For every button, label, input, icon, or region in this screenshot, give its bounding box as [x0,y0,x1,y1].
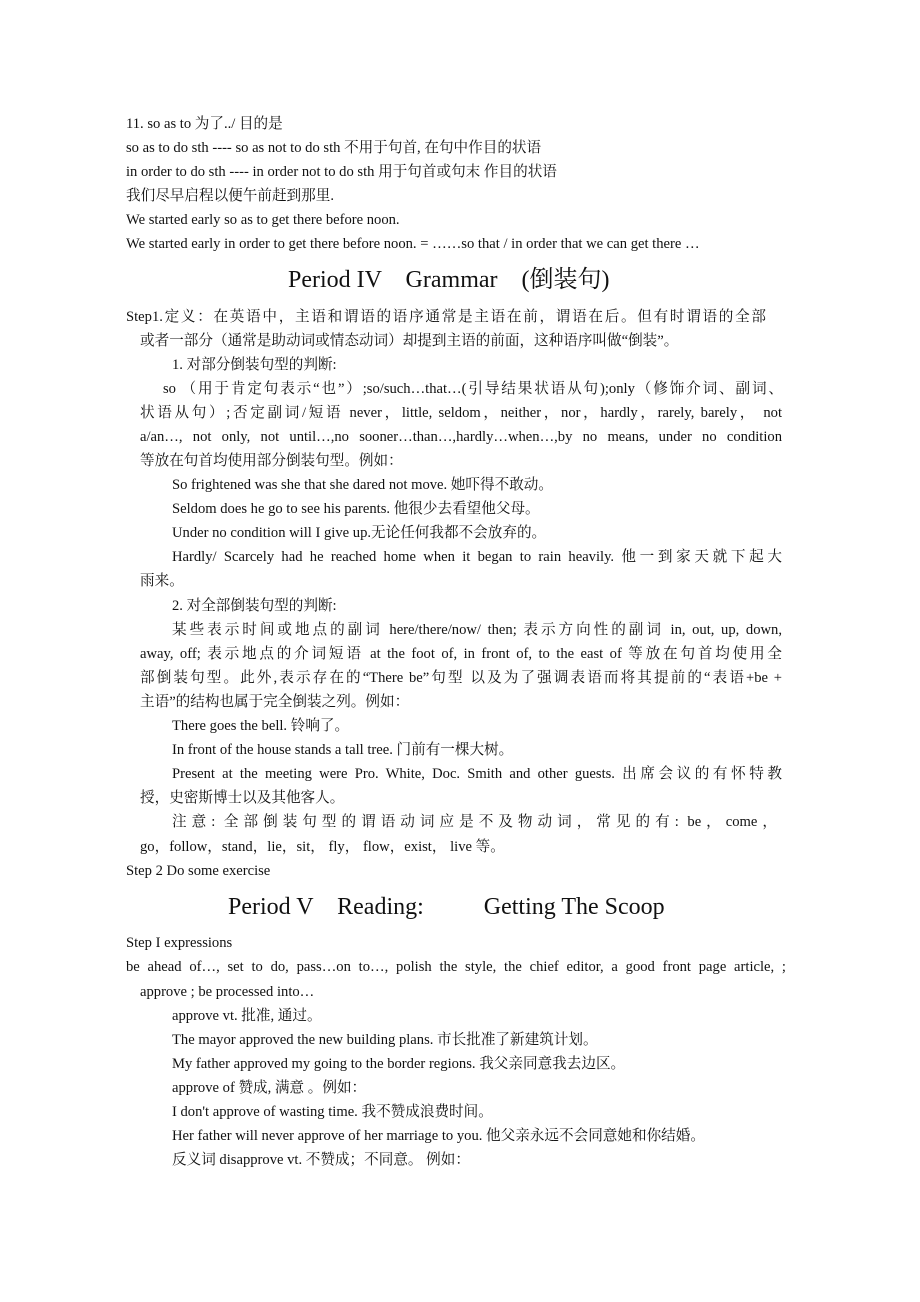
example-sentence: Under no condition will I give up.无论任何我都不会放弃的。 [172,525,547,541]
note-line: 注意: 全部倒装句型的谓语动词应是不及物动词，常见的有: be，come， [172,814,777,830]
text-line: 或者一部分（通常是助动词或情态动词）却提到主语的前面，这种语序叫做“倒装”。 [140,333,679,349]
example-sentence: Her father will never approve of her marriage to you. 他父亲永远不会同意她和你结婚。 [172,1128,705,1144]
step-label: Step 2 Do some exercise [126,863,271,879]
section-heading-period-4: Period IV Grammar (倒装句) [288,267,610,293]
section-heading-period-5: Period V Reading: Getting The Scoop [228,894,665,920]
text-line: 我们尽早启程以便午前赶到那里. [126,188,334,204]
text-line: away, off; 表示地点的介词短语 at the foot of, in front of, to the east of 等放在句首均使用全 [140,646,782,662]
text-line: in order to do sth ---- in order not to do sth 用于句首或句末 作目的状语 [126,164,557,180]
text-line: a/an…, not only, not until…,no sooner…than…,hardly…when…,by no means, under no condition [140,429,782,445]
example-sentence: The mayor approved the new building plans. 市长批准了新建筑计划。 [172,1032,598,1048]
vocab-entry: approve vt. 批准, 通过。 [172,1008,322,1024]
text-line: 部倒装句型。此外,表示存在的“There be”句型 以及为了强调表语而将其提前的“表语+be + [140,670,782,686]
text-line: go，follow，stand，lie，sit， fly， flow，exist， live 等。 [140,839,505,855]
text-line: 等放在句首均使用部分倒装句型。例如： [140,453,403,469]
vocab-entry: 反义词 disapprove vt. 不赞成；不同意。 例如： [172,1152,470,1168]
text-line: 授，史密斯博士以及其他客人。 [140,790,345,806]
example-sentence: Hardly/ Scarcely had he reached home when it began to rain heavily. 他一到家天就下起大 [172,549,782,565]
text-line: 主语”的结构也属于完全倒装之列。例如： [140,694,410,710]
text-line: We started early in order to get there before noon. = ……so that / in order that we can get there … [126,236,700,252]
step-label: Step I expressions [126,935,233,951]
text-line: 状语从句）;否定副词/短语 never，little, seldom，neither，nor，hardly，rarely, barely， not [140,405,782,421]
text-line: 某些表示时间或地点的副词 here/there/now/ then; 表示方向性的副词 in, out, up, down, [172,622,782,638]
example-sentence: Seldom does he go to see his parents. 他很少去看望他父母。 [172,501,540,517]
example-sentence: My father approved my going to the border regions. 我父亲同意我去边区。 [172,1056,626,1072]
example-sentence: There goes the bell. 铃响了。 [172,718,350,734]
text-line: Step1.定义：在英语中，主语和谓语的语序通常是主语在前，谓语在后。但有时谓语的全部 [126,309,766,325]
example-sentence: I don't approve of wasting time. 我不赞成浪费时间。 [172,1104,493,1120]
example-sentence: So frightened was she that she dared not move. 她吓得不敢动。 [172,477,553,493]
text-line: We started early so as to get there before noon. [126,212,400,228]
expressions-list: approve ; be processed into… [140,984,315,1000]
text-line: 1. 对部分倒装句型的判断: [172,357,337,373]
text-line: 雨来。 [140,573,184,589]
expressions-list: be ahead of…, set to do, pass…on to…, polish the style, the chief editor, a good front page article, ; [126,959,786,975]
example-sentence: In front of the house stands a tall tree. 门前有一棵大树。 [172,742,514,758]
text-line: so （用于肯定句表示“也”）;so/such…that…(引导结果状语从句);only（修饰介词、副词、 [163,381,783,397]
text-line: 11. so as to 为了../ 目的是 [126,116,283,132]
vocab-entry: approve of 赞成, 满意 。例如： [172,1080,367,1096]
text-line: 2. 对全部倒装句型的判断: [172,598,337,614]
text-line: so as to do sth ---- so as not to do sth 不用于句首, 在句中作目的状语 [126,140,542,156]
example-sentence: Present at the meeting were Pro. White, Doc. Smith and other guests. 出席会议的有怀特教 [172,766,782,782]
